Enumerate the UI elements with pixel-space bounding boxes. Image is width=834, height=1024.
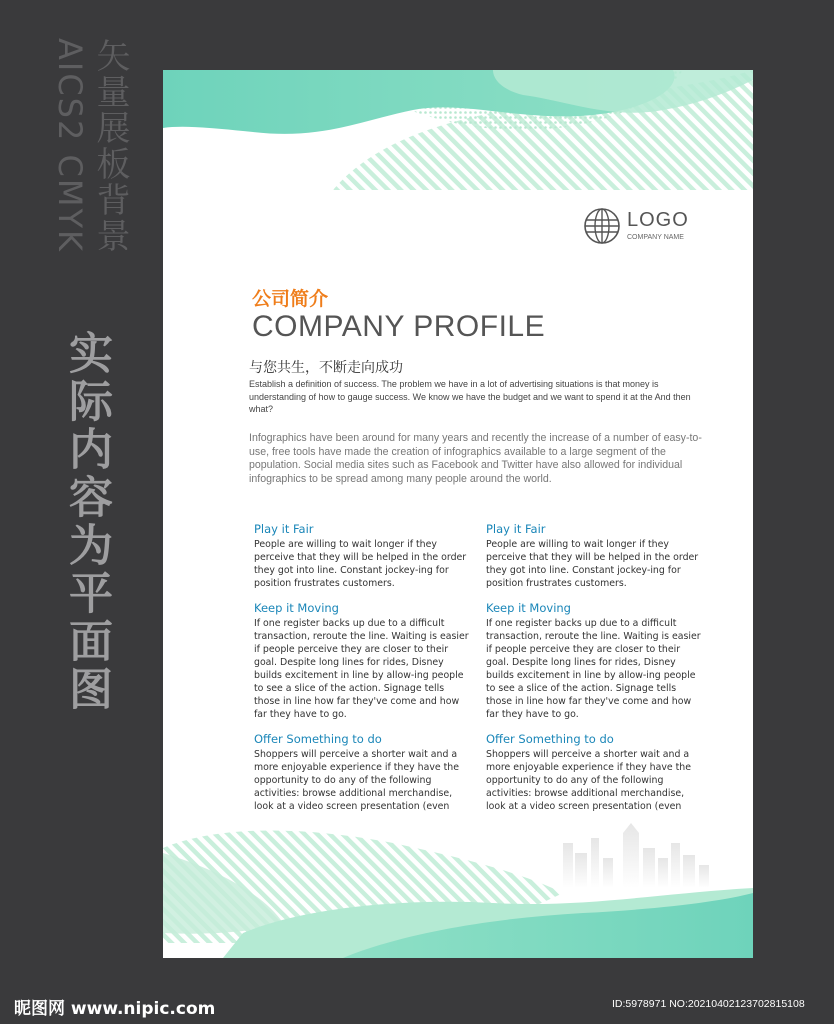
english-title: COMPANY PROFILE xyxy=(252,310,546,343)
section-offer-something xyxy=(486,732,702,813)
city-skyline-icon xyxy=(563,823,709,888)
chinese-slogan: 与您共生，不断走向成功 xyxy=(249,360,403,376)
side-title-chinese: 矢量展板背景 xyxy=(90,38,130,254)
section-body: Shoppers will perceive a shorter wait and a more enjoyable experience if they have the opportunity to do any of the following activities: browse additional merchandise, look at a video screen presentation (even xyxy=(486,749,692,812)
bottom-wave-decoration xyxy=(163,823,753,958)
side-title-format: AICS2 CMYK xyxy=(51,38,89,253)
company-logo xyxy=(583,207,703,251)
side-title xyxy=(50,38,140,278)
section-body: If one register backs up due to a difficult transaction, reroute the line. Waiting is easier if people perceive they are closer to their goal. Despite long lines for rides, Disney builds excitement in line by allow-ing people to see a slice of the action. Signage tells those in line how far they've come and how far they have to go. xyxy=(254,618,469,720)
section-heading: Keep it Moving xyxy=(254,601,339,615)
section-heading: Offer Something to do xyxy=(486,732,614,746)
logo-text: LOGO xyxy=(627,209,689,231)
section-heading: Play it Fair xyxy=(254,522,314,536)
section-heading: Keep it Moving xyxy=(486,601,571,615)
section-keep-it-moving xyxy=(486,601,702,721)
section-body: Shoppers will perceive a shorter wait and a more enjoyable experience if they have the opportunity to do any of the following activities: browse additional merchandise, look at a video screen presentation (even xyxy=(254,749,460,812)
logo-subtext: COMPANY NAME xyxy=(627,234,684,241)
section-keep-it-moving xyxy=(254,601,470,721)
watermark-id: ID:5978971 NO:20210402123702815108 xyxy=(612,998,805,1010)
section-heading: Play it Fair xyxy=(486,522,546,536)
section-body: If one register backs up due to a difficult transaction, reroute the line. Waiting is easier if people perceive they are closer to their goal. Despite long lines for rides, Disney builds excitement in line by allow-ing people to see a slice of the action. Signage tells those in line how far they've come and how far they have to go. xyxy=(486,618,701,720)
top-wave-decoration xyxy=(163,70,753,200)
globe-icon xyxy=(583,207,621,245)
section-body: People are willing to wait longer if they perceive that they will be helped in the order they got into line. Constant jockey-ing for position frustrates customers. xyxy=(486,539,699,589)
section-offer-something xyxy=(254,732,470,813)
section-play-it-fair xyxy=(254,522,470,590)
section-play-it-fair xyxy=(486,522,702,590)
poster xyxy=(163,70,753,958)
intro-paragraph-2: Infographics have been around for many years and recently the increase of a number of easy-to-use, free tools have made the creation of infographics available to a large segment of the population. Social media sites such as Facebook and Twitter have also allowed for individual infographics to be spread among many people around the world. xyxy=(249,432,702,485)
side-note: 实际内容为平面图 xyxy=(61,330,112,714)
section-body: People are willing to wait longer if they perceive that they will be helped in the order they got into line. Constant jockey-ing for position frustrates customers. xyxy=(254,539,467,589)
chinese-title: 公司简介 xyxy=(252,288,329,310)
watermark-site: 昵图网 www.nipic.com xyxy=(14,999,216,1019)
section-heading: Offer Something to do xyxy=(254,732,382,746)
intro-paragraph-1: Establish a definition of success. The problem we have in a lot of advertising situations is that money is understanding of how to gauge success. We know we have the budget and we want to spend it at the And then what? xyxy=(249,379,691,414)
